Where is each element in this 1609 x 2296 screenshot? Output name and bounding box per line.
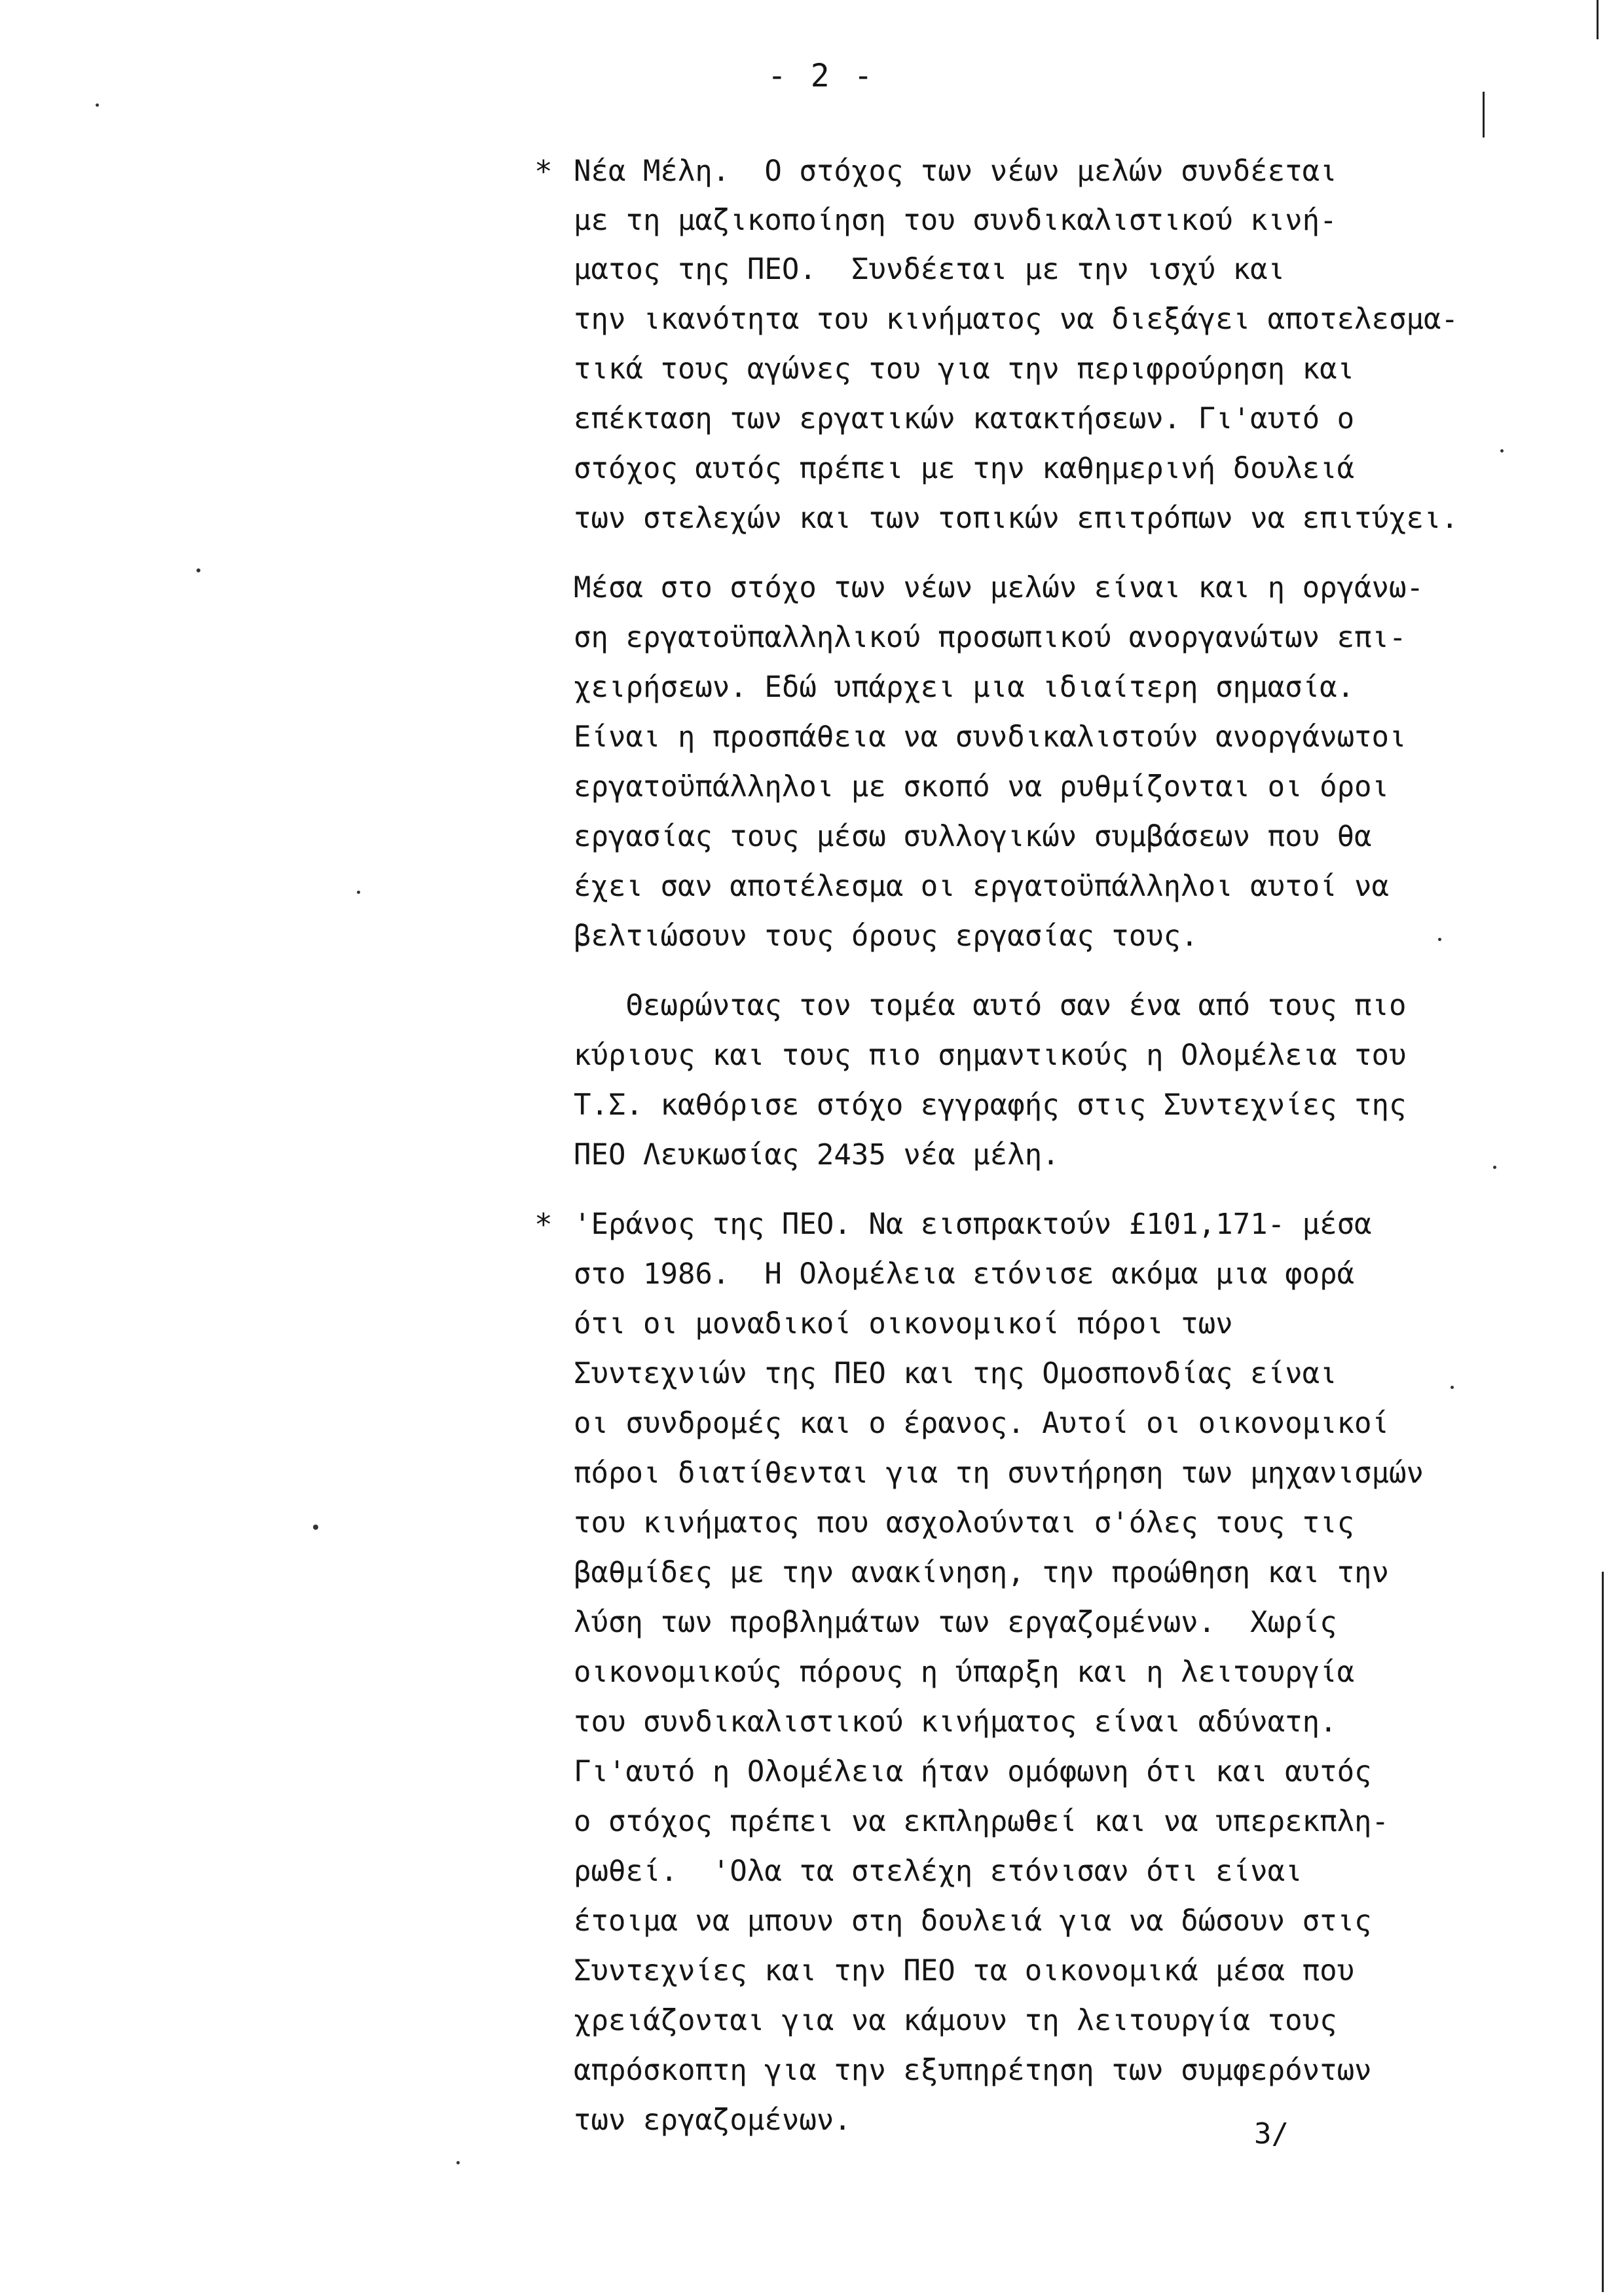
text-line: τικά τους αγώνες του για την περιφρούρηση και — [574, 352, 1355, 386]
text-line: Θεωρώντας τον τομέα αυτό σαν ένα από τους πιο — [574, 989, 1407, 1022]
bullet-marker: * — [534, 1207, 553, 1242]
scan-speck — [1451, 1386, 1454, 1389]
continuation-marker: 3/ — [1254, 2117, 1289, 2151]
scan-speck — [313, 1525, 318, 1530]
text-line: Μέσα στο στόχο των νέων μελών είναι και η οργάνω- — [574, 571, 1424, 604]
text-line: έχει σαν αποτέλεσμα οι εργατοϋπάλληλοι αυτοί να — [574, 870, 1390, 903]
text-line: κύριους και τους πιο σημαντικούς η Ολομέλεια του — [574, 1039, 1407, 1072]
text-line: πόροι διατίθενται για τη συντήρηση των μηχανισμών — [574, 1456, 1424, 1490]
text-line: του κινήματος που ασχολούνται σ'όλες τους τις — [574, 1506, 1355, 1540]
text-line: ΠΕΟ Λευκωσίας 2435 νέα μέλη. — [574, 1138, 1060, 1172]
text-line: εργατοϋπάλληλοι με σκοπό να ρυθμίζονται οι όροι — [574, 770, 1390, 804]
scan-speck — [96, 103, 99, 107]
text-line: χειρήσεων. Εδώ υπάρχει μια ιδιαίτερη σημασία. — [574, 671, 1355, 704]
text-line: επέκταση των εργατικών κατακτήσεων. Γι'αυτό ο — [574, 402, 1355, 435]
text-line: των εργαζομένων. — [574, 2103, 851, 2137]
bullet-marker: * — [534, 154, 553, 189]
text-line: χρειάζονται για να κάμουν τη λειτουργία τους — [574, 2004, 1337, 2037]
text-line: βελτιώσουν τους όρους εργασίας τους. — [574, 919, 1198, 953]
text-line: ρωθεί. 'Ολα τα στελέχη ετόνισαν ότι είναι — [574, 1855, 1303, 1888]
scan-speck — [1493, 1166, 1496, 1169]
scan-edge-mark — [1597, 0, 1599, 39]
text-line: των στελεχών και των τοπικών επιτρόπων να επιτύχει. — [574, 502, 1459, 535]
text-line: οι συνδρομές και ο έρανος. Αυτοί οι οικονομικοί — [574, 1407, 1390, 1440]
text-line: ση εργατοϋπαλληλικού προσωπικού ανοργανώτων επι- — [574, 621, 1407, 654]
text-line: ότι οι μοναδικοί οικονομικοί πόροι των — [574, 1307, 1233, 1341]
scan-edge-mark — [1602, 1572, 1604, 2292]
text-line: Συντεχνίες και την ΠΕΟ τα οικονομικά μέσα που — [574, 1954, 1355, 1988]
text-line: με τη μαζικοποίηση του συνδικαλιστικού κινή- — [574, 204, 1337, 237]
text-line: στόχος αυτός πρέπει με την καθημερινή δουλειά — [574, 452, 1355, 485]
text-line: Νέα Μέλη. Ο στόχος των νέων μελών συνδέεται — [574, 155, 1337, 188]
scan-speck — [1438, 938, 1441, 941]
scan-edge-mark — [1483, 92, 1485, 138]
text-line: στο 1986. Η Ολομέλεια ετόνισε ακόμα μια φορά — [574, 1257, 1355, 1291]
text-line: του συνδικαλιστικού κινήματος είναι αδύνατη. — [574, 1705, 1337, 1739]
scan-speck — [357, 891, 360, 894]
scan-speck — [456, 2161, 460, 2164]
text-line: ματος της ΠΕΟ. Συνδέεται με την ισχύ και — [574, 253, 1285, 286]
text-line: λύση των προβλημάτων των εργαζομένων. Χωρίς — [574, 1606, 1337, 1639]
text-line: Γι'αυτό η Ολομέλεια ήταν ομόφωνη ότι και αυτός — [574, 1755, 1372, 1788]
text-line: οικονομικούς πόρους η ύπαρξη και η λειτουργία — [574, 1656, 1355, 1689]
text-line: Τ.Σ. καθόρισε στόχο εγγραφής στις Συντεχνίες της — [574, 1088, 1407, 1122]
text-line: εργασίας τους μέσω συλλογικών συμβάσεων που θα — [574, 820, 1372, 853]
text-line: Είναι η προσπάθεια να συνδικαλιστούν ανοργάνωτοι — [574, 720, 1407, 754]
scan-speck — [1500, 449, 1504, 453]
page-number: - 2 - — [768, 58, 876, 94]
text-line: 'Εράνος της ΠΕΟ. Να εισπρακτούν £101,171- μέσα — [574, 1208, 1372, 1241]
text-line: βαθμίδες με την ανακίνηση, την προώθηση και την — [574, 1556, 1390, 1589]
scan-speck — [196, 568, 200, 572]
text-line: έτοιμα να μπουν στη δουλειά για να δώσουν στις — [574, 1904, 1372, 1938]
text-line: Συντεχνιών της ΠΕΟ και της Ομοσπονδίας είναι — [574, 1357, 1337, 1390]
text-line: ο στόχος πρέπει να εκπληρωθεί και να υπερεκπλη- — [574, 1805, 1390, 1838]
text-line: την ικανότητα του κινήματος να διεξάγει αποτελεσμα- — [574, 303, 1459, 336]
text-line: απρόσκοπτη για την εξυπηρέτηση των συμφερόντων — [574, 2054, 1372, 2087]
